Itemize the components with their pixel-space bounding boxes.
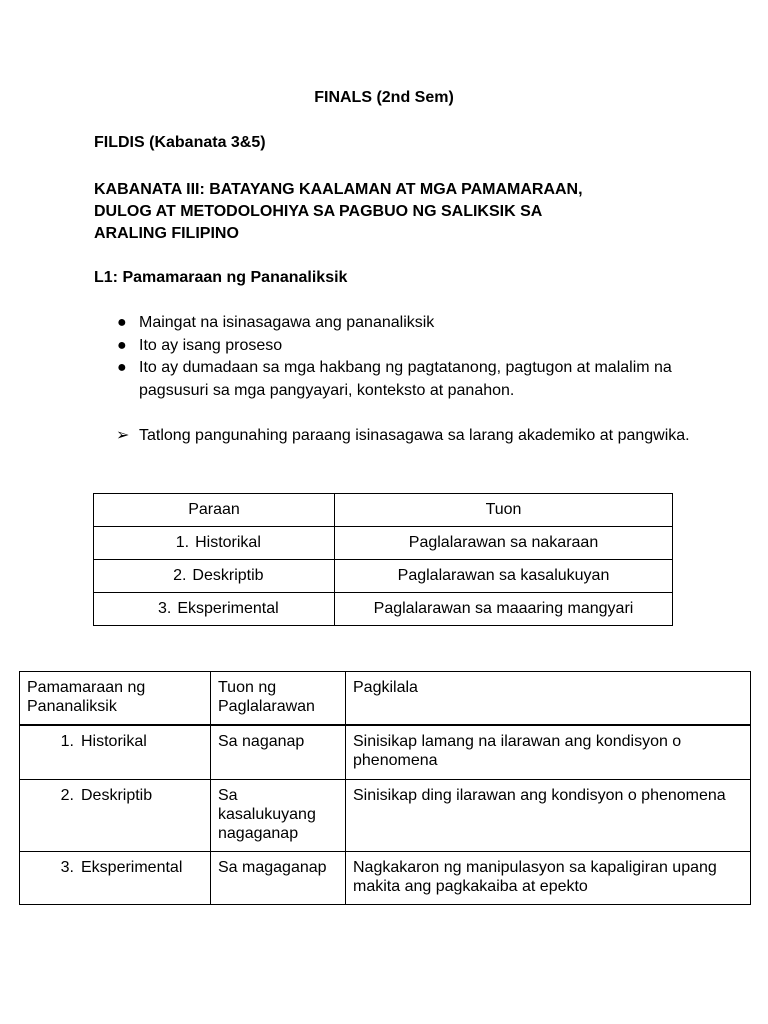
table-cell-focus: Paglalarawan sa maaaring mangyari: [335, 593, 673, 626]
list-item: [94, 357, 694, 402]
table-cell-description: Sinisikap ding ilarawan ang kondisyon o phenomena: [346, 780, 751, 852]
method-name: Eksperimental: [177, 600, 279, 617]
table-cell-focus: Sa kasalukuyang nagaganap: [211, 780, 346, 852]
list-item: [94, 335, 694, 358]
table-cell-method: [94, 593, 335, 626]
row-number: 3.: [157, 600, 172, 617]
list-item-text: Ito ay isang proseso: [139, 336, 283, 354]
page-title: FINALS (2nd Sem): [314, 89, 454, 106]
bullet-list: [94, 312, 694, 402]
method-name: Historikal: [81, 733, 147, 750]
table-cell-focus: Paglalarawan sa nakaraan: [335, 527, 673, 560]
table-row: [94, 593, 673, 626]
arrow-list-item: [94, 425, 694, 448]
table-cell-focus: Sa naganap: [211, 725, 346, 780]
lesson-heading: L1: Pamamaraan ng Pananaliksik: [94, 269, 348, 286]
chapter-heading-line: ARALING FILIPINO: [94, 225, 239, 242]
methods-description-table: [19, 671, 751, 905]
list-item: [94, 312, 694, 335]
method-name: Deskriptib: [81, 787, 153, 804]
bullet-icon: ●: [117, 336, 127, 354]
table-cell-method: [20, 852, 211, 905]
table-cell-description: Nagkakaron ng manipulasyon sa kapaligiran upang makita ang pagkakaiba at epekto: [346, 852, 751, 905]
row-number: 2.: [60, 787, 74, 804]
method-name: Historikal: [195, 534, 261, 551]
table-cell-description: Sinisikap lamang na ilarawan ang kondisyon o phenomena: [346, 725, 751, 780]
table-cell-focus: Paglalarawan sa kasalukuyan: [335, 560, 673, 593]
table-cell-method: [20, 780, 211, 852]
table-row: [94, 560, 673, 593]
chapter-heading-line: KABANATA III: BATAYANG KAALAMAN AT MGA PAMAMARAAN,: [94, 181, 583, 198]
table-cell-method: [94, 527, 335, 560]
row-number: 3.: [60, 859, 74, 876]
table-row: [94, 527, 673, 560]
bullet-icon: ●: [117, 314, 127, 331]
list-item-text: Maingat na isinasagawa ang pananaliksik: [139, 314, 435, 331]
arrow-bullet-icon: ➢: [116, 427, 130, 444]
row-number: 2.: [173, 567, 187, 584]
table-header-cell: Tuon ng Paglalarawan: [211, 672, 346, 726]
methods-focus-table: [93, 493, 673, 626]
table-cell-method: [94, 560, 335, 593]
row-number: 1.: [175, 534, 190, 551]
chapter-heading: [94, 179, 694, 245]
table-header-cell: Pamamaraan ng Pananaliksik: [20, 672, 211, 726]
table-row: [20, 780, 751, 852]
table-header-row: [94, 494, 673, 527]
table-header-cell: Tuon: [335, 494, 673, 527]
method-name: Deskriptib: [192, 567, 264, 584]
subject-heading: FILDIS (Kabanata 3&5): [94, 134, 266, 151]
list-item-text: Ito ay dumadaan sa mga hakbang ng pagtatanong, pagtugon at malalim na pagsusuri sa mga pangyayari, konteksto at panahon.: [139, 359, 672, 399]
method-name: Eksperimental: [81, 859, 183, 876]
table-row: [20, 852, 751, 905]
row-number: 1.: [60, 733, 74, 750]
table-row: [20, 725, 751, 780]
table-header-cell: Paraan: [94, 494, 335, 527]
table-header-cell: Pagkilala: [346, 672, 751, 726]
chapter-heading-line: DULOG AT METODOLOHIYA SA PAGBUO NG SALIKSIK SA: [94, 203, 543, 220]
table-cell-method: [20, 725, 211, 780]
bullet-icon: ●: [117, 359, 127, 376]
table-header-row: [20, 672, 751, 726]
table-cell-focus: Sa magaganap: [211, 852, 346, 905]
arrow-list-item-text: Tatlong pangunahing paraang isinasagawa sa larang akademiko at pangwika.: [139, 427, 690, 444]
